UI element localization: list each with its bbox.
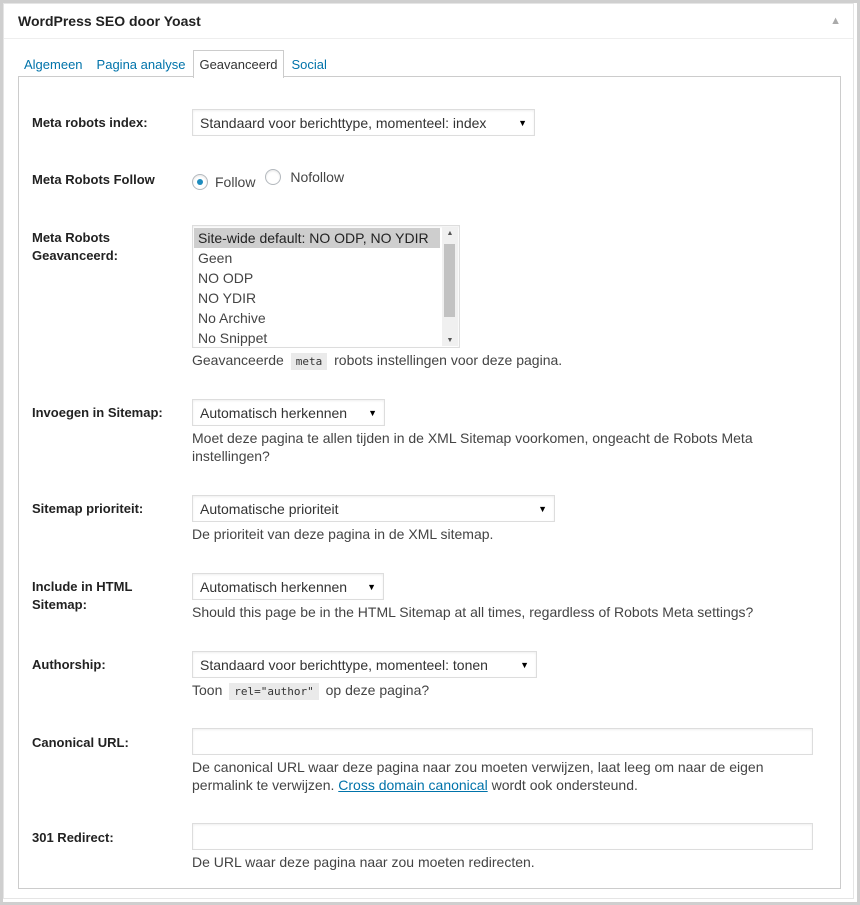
metabox-header[interactable] <box>4 4 853 39</box>
desc-text: Toon <box>192 682 223 698</box>
yoast-metabox <box>3 3 854 899</box>
sitemap-include-value: Automatisch herkennen <box>200 404 348 421</box>
authorship-value: Standaard voor berichttype, momenteel: tonen <box>200 656 488 673</box>
radio-follow-circle[interactable] <box>192 174 208 190</box>
listbox-option[interactable]: NO YDIR <box>198 290 257 306</box>
meta-robots-advanced-listbox[interactable] <box>192 225 460 348</box>
tab-social[interactable]: Social <box>291 57 327 72</box>
radio-nofollow-circle[interactable] <box>265 169 281 185</box>
tab-geavanceerd[interactable]: Geavanceerd <box>193 50 283 78</box>
listbox-scrollbar[interactable] <box>442 227 458 346</box>
dropdown-arrow-icon: ▼ <box>367 581 376 592</box>
radio-nofollow-label: Nofollow <box>290 169 345 185</box>
desc-text: wordt ook ondersteund. <box>491 777 638 793</box>
authorship-desc <box>192 681 812 701</box>
meta-robots-index-value: Standaard voor berichttype, momenteel: index <box>200 114 487 131</box>
desc-text: robots instellingen voor deze pagina. <box>334 352 563 368</box>
listbox-option[interactable]: Geen <box>198 250 233 266</box>
radio-follow[interactable] <box>192 174 255 190</box>
triangle-up-icon[interactable]: ▲ <box>830 15 841 27</box>
listbox-option[interactable]: NO ODP <box>198 270 254 286</box>
metabox-title: WordPress SEO door Yoast <box>18 13 201 29</box>
desc-text: Geavanceerde <box>192 352 284 368</box>
desc-code: rel="author" <box>229 683 318 700</box>
canonical-desc <box>192 758 817 794</box>
sitemap-priority-desc: De prioriteit van deze pagina in de XML sitemap. <box>192 526 494 542</box>
meta-robots-index-select[interactable] <box>192 109 535 136</box>
authorship-select[interactable] <box>192 651 537 678</box>
desc-text: De canonical URL waar deze pagina naar zou moeten verwijzen, laat leeg om naar de eigen permalink te verwijzen. <box>192 759 764 793</box>
html-sitemap-label: Include in HTML Sitemap: <box>32 579 133 612</box>
radio-follow-label: Follow <box>215 174 256 190</box>
redirect-label: 301 Redirect: <box>32 830 114 845</box>
html-sitemap-desc: Should this page be in the HTML Sitemap at all times, regardless of Robots Meta settings? <box>192 604 754 620</box>
sitemap-include-select[interactable] <box>192 399 385 426</box>
radio-nofollow[interactable] <box>265 169 344 185</box>
redirect-desc: De URL waar deze pagina naar zou moeten redirecten. <box>192 854 535 870</box>
scroll-down-icon[interactable]: ▼ <box>446 337 454 344</box>
tab-algemeen[interactable]: Algemeen <box>24 57 83 72</box>
html-sitemap-value: Automatisch herkennen <box>200 578 348 595</box>
sitemap-priority-value: Automatische prioriteit <box>200 500 339 517</box>
listbox-option[interactable]: No Snippet <box>198 330 268 346</box>
listbox-option[interactable]: No Archive <box>198 310 266 326</box>
tab-bar <box>18 50 335 77</box>
html-sitemap-select[interactable] <box>192 573 384 600</box>
desc-code: meta <box>291 353 328 370</box>
dropdown-arrow-icon: ▼ <box>368 407 377 418</box>
dropdown-arrow-icon: ▼ <box>520 659 529 670</box>
meta-robots-follow-label: Meta Robots Follow <box>32 172 155 187</box>
cross-domain-canonical-link[interactable]: Cross domain canonical <box>338 777 488 793</box>
radio-checked-dot <box>197 179 203 185</box>
meta-robots-advanced-label: Meta Robots Geavanceerd: <box>32 230 118 263</box>
tab-pagina-analyse[interactable]: Pagina analyse <box>96 57 186 72</box>
sitemap-include-label: Invoegen in Sitemap: <box>32 405 163 420</box>
scroll-up-icon[interactable]: ▲ <box>446 230 454 237</box>
advanced-panel <box>18 76 841 889</box>
authorship-label: Authorship: <box>32 657 106 672</box>
redirect-url-input[interactable] <box>192 823 813 850</box>
canonical-url-input[interactable] <box>192 728 813 755</box>
sitemap-priority-select[interactable] <box>192 495 555 522</box>
dropdown-arrow-icon: ▼ <box>538 503 547 514</box>
sitemap-priority-label: Sitemap prioriteit: <box>32 501 144 516</box>
desc-text: op deze pagina? <box>325 682 430 698</box>
sitemap-include-desc: Moet deze pagina te allen tijden in de XML Sitemap voorkomen, ongeacht de Robots Meta instellingen? <box>192 430 753 464</box>
dropdown-arrow-icon: ▼ <box>518 117 527 128</box>
canonical-label: Canonical URL: <box>32 735 129 750</box>
meta-robots-advanced-desc <box>192 351 562 371</box>
scrollbar-thumb[interactable] <box>444 244 455 317</box>
listbox-option[interactable]: Site-wide default: NO ODP, NO YDIR <box>194 228 440 248</box>
meta-robots-index-label: Meta robots index: <box>32 115 148 130</box>
